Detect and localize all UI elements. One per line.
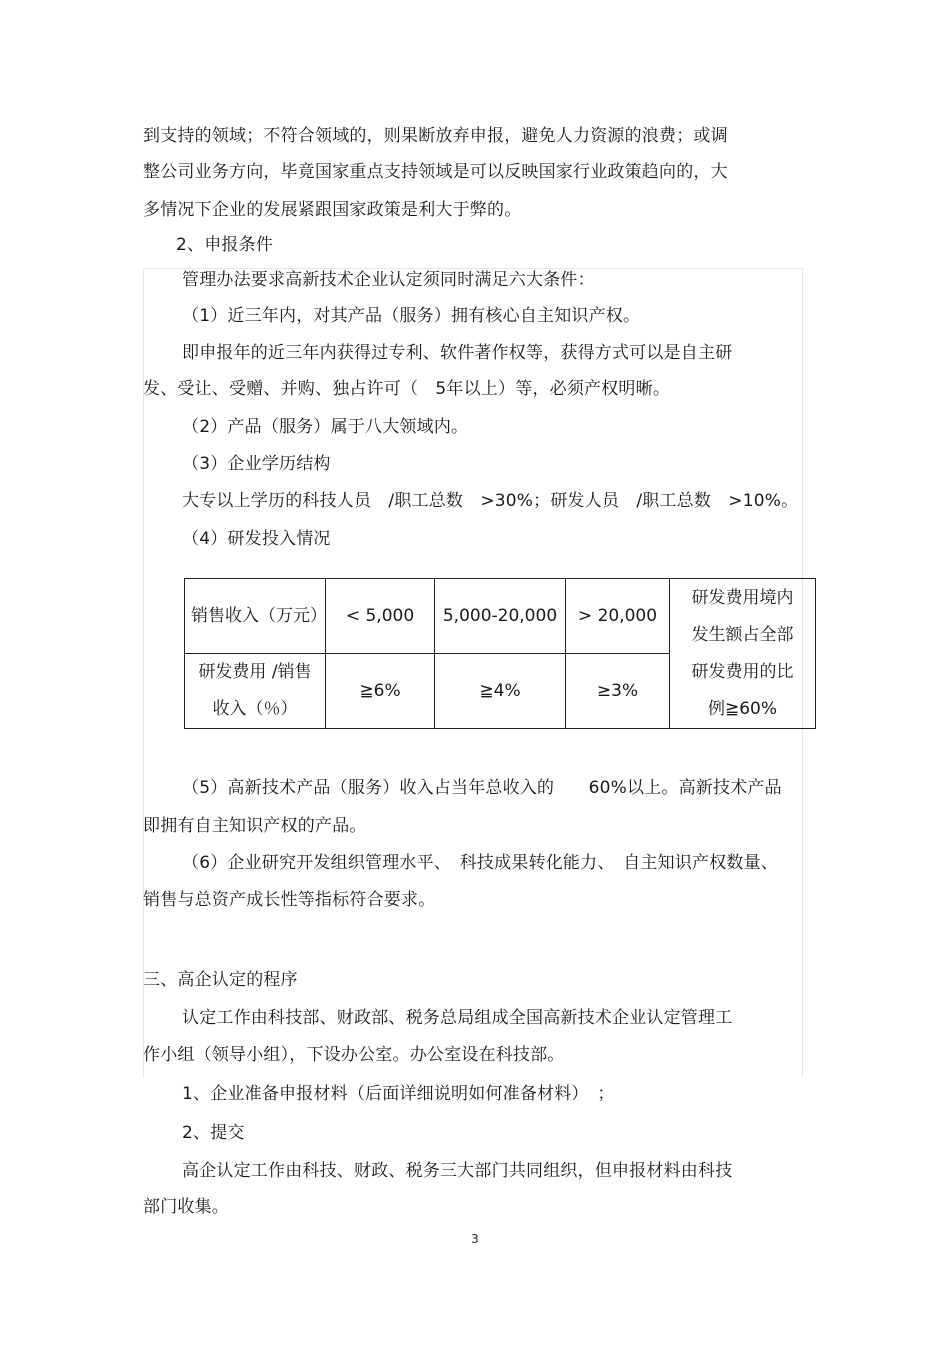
paragraph-line: 销售与总资产成长性等指标符合要求。 <box>143 890 436 910</box>
list-item: 1、企业准备申报材料（后面详细说明如何准备材料） ； <box>182 1084 615 1104</box>
section-heading: 2、申报条件 <box>176 235 274 255</box>
condition-item: （1）近三年内，对其产品（服务）拥有核心自主知识产权。 <box>182 306 641 326</box>
paragraph-line: 即拥有自主知识产权的产品。 <box>143 816 367 836</box>
paragraph-line: 高企认定工作由科技、财政、税务三大部门共同组织，但申报材料由科技 <box>182 1161 733 1181</box>
paragraph-line: 部门收集。 <box>143 1197 229 1217</box>
table-cell: 5,000-20,000 <box>435 579 566 654</box>
condition-item: （2）产品（服务）属于八大领域内。 <box>182 417 469 437</box>
table-cell: > 20,000 <box>566 579 670 654</box>
paragraph-line: 整公司业务方向，毕竟国家重点支持领域是可以反映国家行业政策趋向的，大 <box>143 162 728 182</box>
table-cell: < 5,000 <box>326 579 435 654</box>
table-cell: ≧6% <box>326 654 435 729</box>
paragraph-line: 作小组（领导小组），下设办公室。办公室设在科技部。 <box>143 1045 565 1065</box>
condition-item: （5）高新技术产品（服务）收入占当年总收入的 60%以上。高新技术产品 <box>182 778 782 798</box>
paragraph-line: 即申报年的近三年内获得过专利、软件著作权等，获得方式可以是自主研 <box>182 343 733 363</box>
table-cell: 研发费用境内发生额占全部研发费用的比例≧60% <box>670 579 816 729</box>
page-number: 3 <box>471 1232 479 1246</box>
condition-item: （6）企业研究开发组织管理水平、 科技成果转化能力、 自主知识产权数量、 <box>182 853 779 873</box>
paragraph-line: 认定工作由科技部、财政部、税务总局组成全国高新技术企业认定管理工 <box>182 1008 733 1028</box>
section-heading: 三、高企认定的程序 <box>143 970 298 990</box>
table-row <box>185 579 816 654</box>
table-cell: 研发费用 /销售收入（％） <box>185 654 326 729</box>
paragraph-line: 多情况下企业的发展紧跟国家政策是利大于弊的。 <box>143 200 522 220</box>
condition-item: （4）研发投入情况 <box>182 529 331 549</box>
paragraph-line: 管理办法要求高新技术企业认定须同时满足六大条件： <box>182 270 595 290</box>
paragraph-line: 大专以上学历的科技人员 /职工总数 >30%；研发人员 /职工总数 >10%。 <box>182 491 799 511</box>
condition-item: （3）企业学历结构 <box>182 454 331 474</box>
list-item: 2、提交 <box>182 1123 245 1143</box>
paragraph-line: 发、受让、受赠、并购、独占许可（ 5年以上）等，必须产权明晰。 <box>143 379 671 399</box>
paragraph-line: 到支持的领域；不符合领域的，则果断放弃申报，避免人力资源的浪费；或调 <box>143 126 728 146</box>
table-cell: 销售收入（万元） <box>185 579 326 654</box>
rd-investment-table <box>184 578 816 729</box>
table-cell: ≥3% <box>566 654 670 729</box>
table-cell: ≧4% <box>435 654 566 729</box>
